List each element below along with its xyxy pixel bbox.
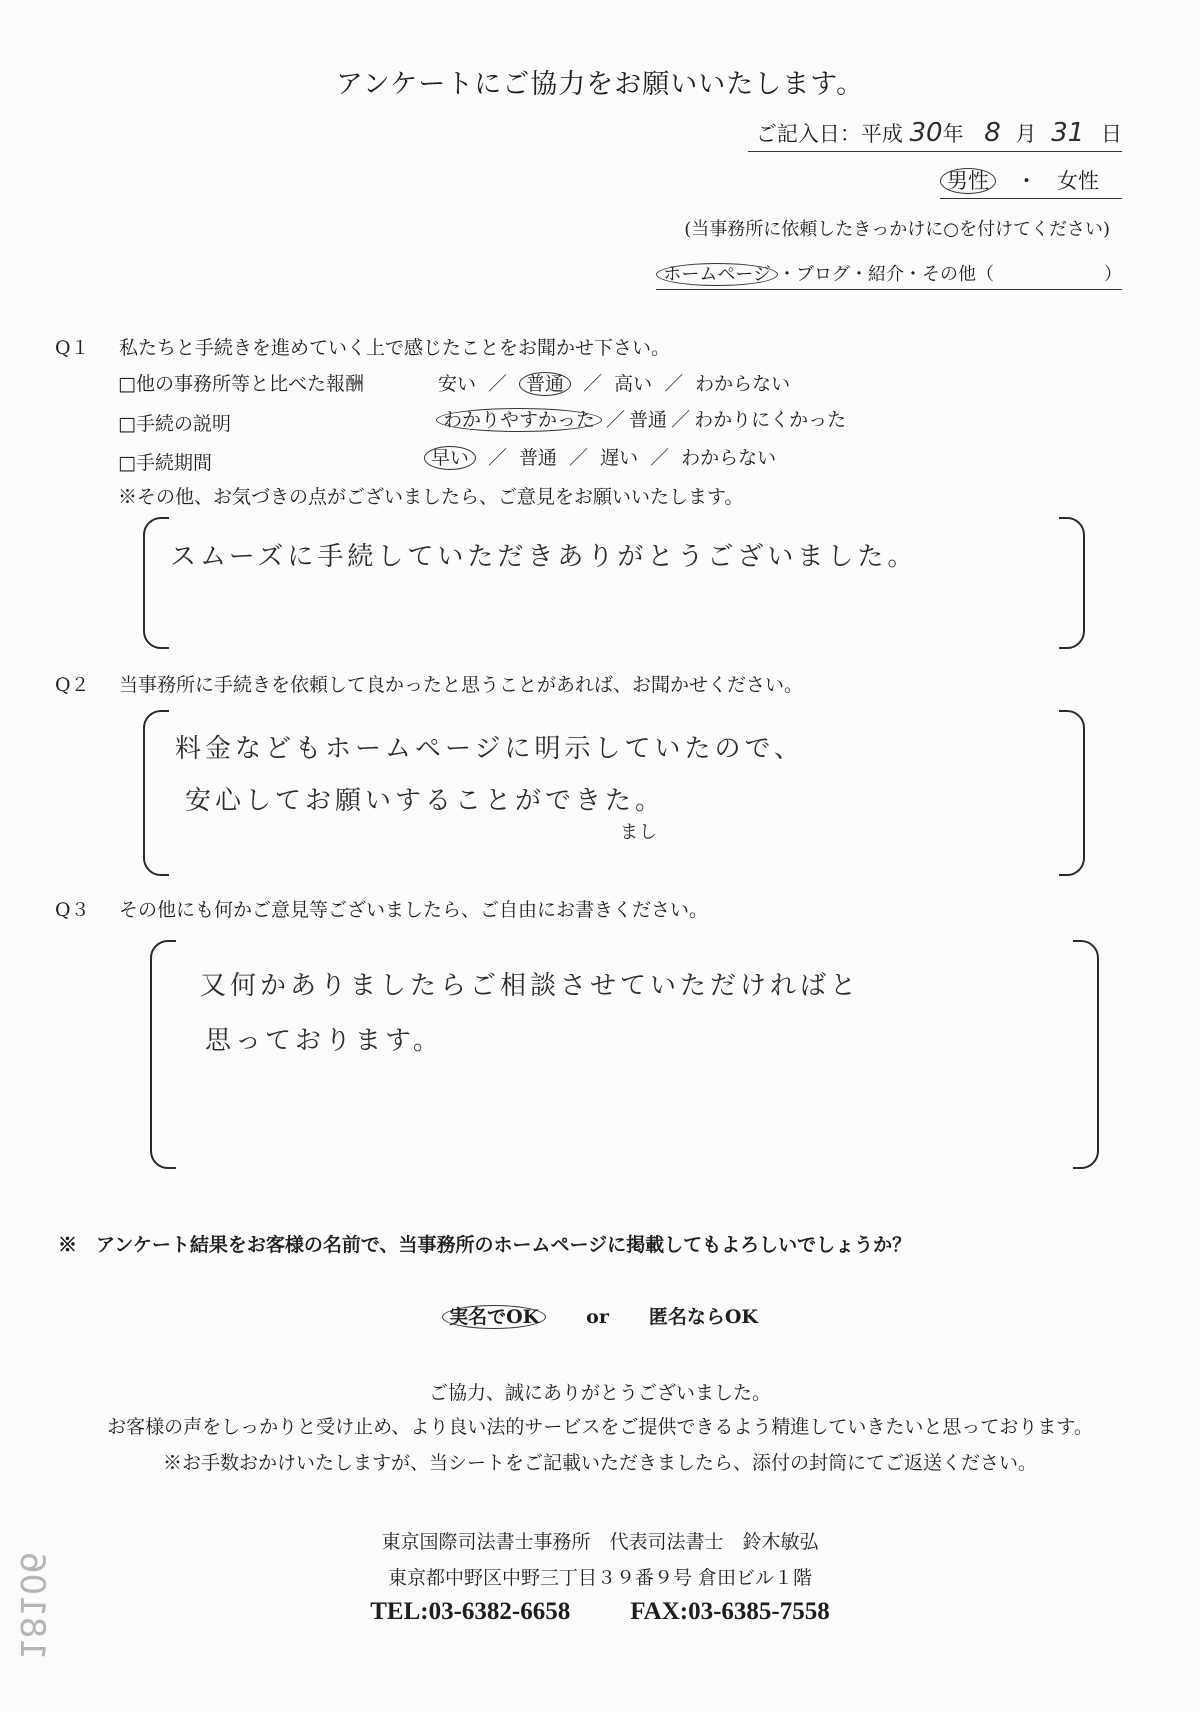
consent-options bbox=[0, 1302, 1200, 1329]
consent-question: ※ アンケート結果をお客様の名前で、当事務所のホームページに掲載してもよろしいでしょうか？ bbox=[58, 1234, 912, 1256]
option-normal: 普通 bbox=[519, 447, 558, 469]
office-address: 東京都中野区中野三丁目３９番９号 倉田ビル１階 bbox=[387, 1567, 813, 1589]
closing-thanks: ご協力、誠にありがとうございました。 bbox=[428, 1382, 771, 1404]
q1-number: Q１ bbox=[55, 337, 90, 359]
q1-fee-options: 安い ／ 普通 ／ 高い ／ わからない bbox=[438, 373, 791, 395]
q2-number: Q２ bbox=[55, 674, 90, 696]
gender-selection bbox=[940, 165, 1122, 199]
trigger-note: (当事務所に依頼したきっかけに○を付けてください) bbox=[684, 219, 1110, 240]
date-month: 8 bbox=[984, 118, 1001, 148]
option-expensive: 高い bbox=[614, 373, 653, 395]
office-fax: FAX:03-6385-7558 bbox=[630, 1598, 830, 1625]
q1-question: 私たちと手続きを進めていく上で感じたことをお聞かせ下さい。 bbox=[119, 337, 671, 359]
office-tel: TEL:03-6382-6658 bbox=[370, 1598, 571, 1625]
office-name: 東京国際司法書士事務所 代表司法書士 鈴木敏弘 bbox=[381, 1531, 819, 1553]
date-day: 31 bbox=[1051, 118, 1085, 148]
q3-number: Q３ bbox=[55, 899, 90, 921]
gender-female: 女性 bbox=[1057, 169, 1099, 193]
option-clear-circled: わかりやすかった bbox=[436, 408, 602, 432]
q2-answer-line1: 料金などもホームページに明示していたので、 bbox=[175, 734, 804, 764]
date-year-unit: 年 bbox=[942, 122, 964, 146]
option-slow: 遅い bbox=[600, 447, 639, 469]
q3-question: その他にも何かご意見等ございましたら、ご自由にお書きください。 bbox=[119, 899, 709, 921]
closing-message: お客様の声をしっかりと受け止め、より良い法的サービスをご提供できるよう精進していきたいと思っております。 bbox=[107, 1416, 1093, 1438]
return-note: ※お手数おかけいたしますが、当シートをご記載いただきましたら、添付の封筒にてご返送ください。 bbox=[162, 1452, 1037, 1474]
gender-male-circled: 男性 bbox=[940, 168, 996, 194]
consent-real-name-circled: 実名でOK bbox=[442, 1305, 546, 1329]
q1-item-explanation: □手続の説明 bbox=[118, 413, 231, 435]
gender-separator: ・ bbox=[1016, 169, 1037, 193]
trigger-options bbox=[656, 260, 1122, 290]
date-year: 30 bbox=[909, 118, 943, 148]
trigger-homepage-circled: ホームページ bbox=[656, 263, 778, 286]
q1-heading bbox=[55, 333, 670, 360]
option-fast-circled: 早い bbox=[424, 446, 476, 470]
date-label: ご記入日：平成 bbox=[755, 122, 903, 146]
q1-answer-text: スムーズに手続していただきありがとうございました。 bbox=[170, 542, 918, 572]
q3-answer-line1: 又何かありましたらご相談させていただければと bbox=[200, 971, 861, 1001]
q3-answer-line2: 思っております。 bbox=[205, 1026, 443, 1056]
q1-item-period: □手続期間 bbox=[118, 452, 212, 474]
page-title: アンケートにご協力をお願いいたします。 bbox=[335, 69, 865, 100]
option-normal-circled: 普通 bbox=[519, 372, 571, 396]
q2-answer-insert: まし bbox=[620, 822, 658, 843]
option-cheap: 安い bbox=[438, 373, 477, 395]
date-day-unit: 日 bbox=[1101, 122, 1122, 146]
q3-heading bbox=[55, 895, 708, 922]
office-contact bbox=[0, 1598, 1200, 1626]
q1-note: ※その他、お気づきの点がございましたら、ご意見をお願いいたします。 bbox=[118, 486, 744, 508]
consent-anonymous: 匿名ならOK bbox=[648, 1306, 758, 1328]
option-unknown: わからない bbox=[681, 447, 777, 469]
date-month-unit: 月 bbox=[1015, 122, 1037, 146]
q1-item-fee: □他の事務所等と比べた報酬 bbox=[118, 373, 364, 395]
q2-question: 当事務所に手続きを依頼して良かったと思うことがあれば、お聞かせください。 bbox=[119, 674, 804, 696]
stamp-number: 18106 bbox=[12, 1551, 52, 1660]
option-unknown: わからない bbox=[695, 373, 791, 395]
q2-answer-line2: 安心してお願いすることができた。 bbox=[185, 786, 666, 816]
q1-explanation-options: わかりやすかった ／ 普通 ／ わかりにくかった bbox=[436, 405, 846, 432]
entry-date bbox=[748, 118, 1122, 152]
q2-heading bbox=[55, 670, 803, 697]
option-unclear: わかりにくかった bbox=[694, 409, 847, 431]
trigger-close-paren: ） bbox=[1104, 264, 1122, 285]
trigger-other-options: ・ブログ・紹介・その他（ bbox=[778, 264, 994, 285]
consent-or: or bbox=[586, 1306, 609, 1328]
option-normal: 普通 bbox=[629, 409, 668, 431]
q1-period-options: 早い ／ 普通 ／ 遅い ／ わからない bbox=[424, 443, 776, 470]
